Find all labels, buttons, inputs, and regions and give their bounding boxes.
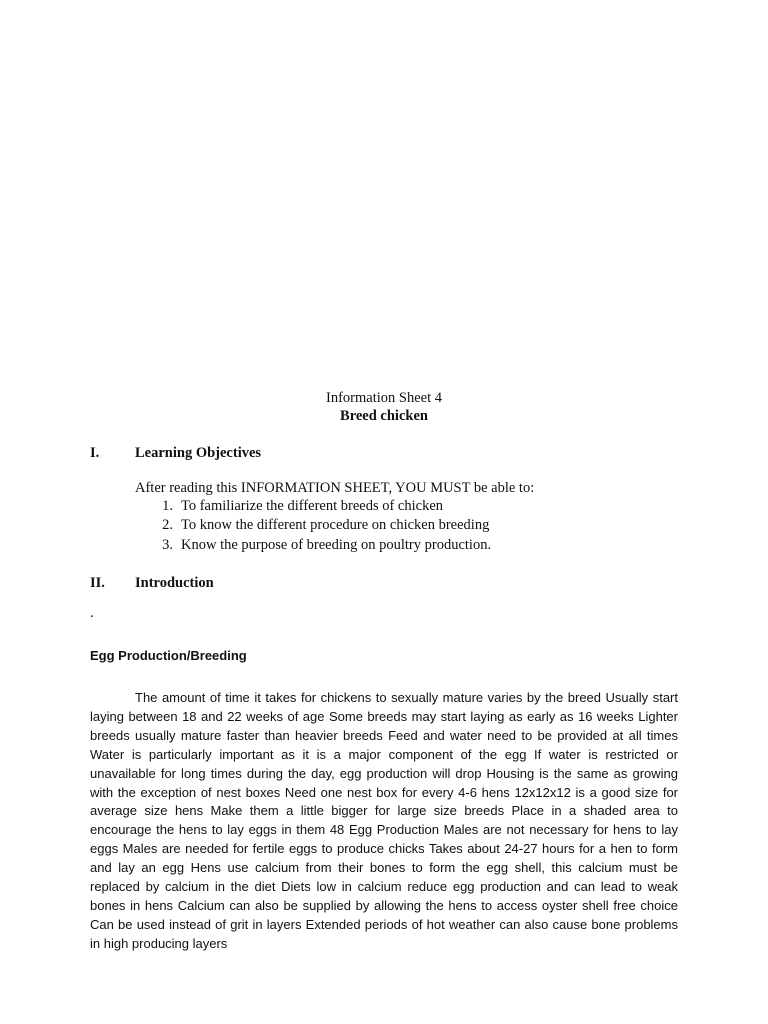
objective-text: To familiarize the different breeds of chicken bbox=[181, 498, 444, 514]
objectives-intro: After reading this INFORMATION SHEET, YOU MUST be able to: bbox=[135, 480, 535, 496]
subsection-heading: Egg Production/Breeding bbox=[90, 648, 247, 663]
objective-number: 2. bbox=[162, 517, 173, 533]
sheet-number: Information Sheet 4 bbox=[326, 390, 442, 406]
objective-number: 1. bbox=[162, 498, 173, 514]
document-title: Breed chicken bbox=[340, 408, 428, 424]
objective-number: 3. bbox=[162, 537, 173, 553]
section-2-numeral: II. bbox=[90, 575, 105, 591]
body-paragraph: The amount of time it takes for chickens to sexually mature varies by the breed Usually start laying between 18 and 22 weeks of age Some breeds may start laying as early as 16 weeks Lighter breeds usually mature faster than heavier breeds Feed and water need to be provided at all times Water is particularly important as it is a major component of the egg If water is restricted or unavailable for long times during the day, egg production will drop Housing is the same as growing with the exception of nest boxes Need one nest box for every 4-6 hens 12x12x12 is a good size for average size hens Make them a little bigger for large size breeds Place in a shaded area to encourage the hens to lay eggs in them 48 Egg Production Males are not necessary for hens to lay eggs Males are needed for fertile eggs to produce chicks Takes about 24-27 hours for a hen to form and lay an egg Hens use calcium from their bones to form the egg shell, this calcium must be replaced by calcium in the diet Diets low in calcium reduce egg production and can lead to weak bones in hens Calcium can also be supplied by allowing the hens to access oyster shell free choice Can be used instead of grit in layers Extended periods of hot weather can also cause bone problems in high producing layers bbox=[90, 690, 678, 951]
section-1-heading: Learning Objectives bbox=[135, 445, 262, 461]
section-2-heading: Introduction bbox=[135, 575, 214, 591]
objective-text: Know the purpose of breeding on poultry production. bbox=[181, 537, 492, 553]
stray-dot: . bbox=[90, 605, 94, 621]
objective-text: To know the different procedure on chicken breeding bbox=[181, 517, 490, 533]
section-1-numeral: I. bbox=[90, 445, 100, 461]
